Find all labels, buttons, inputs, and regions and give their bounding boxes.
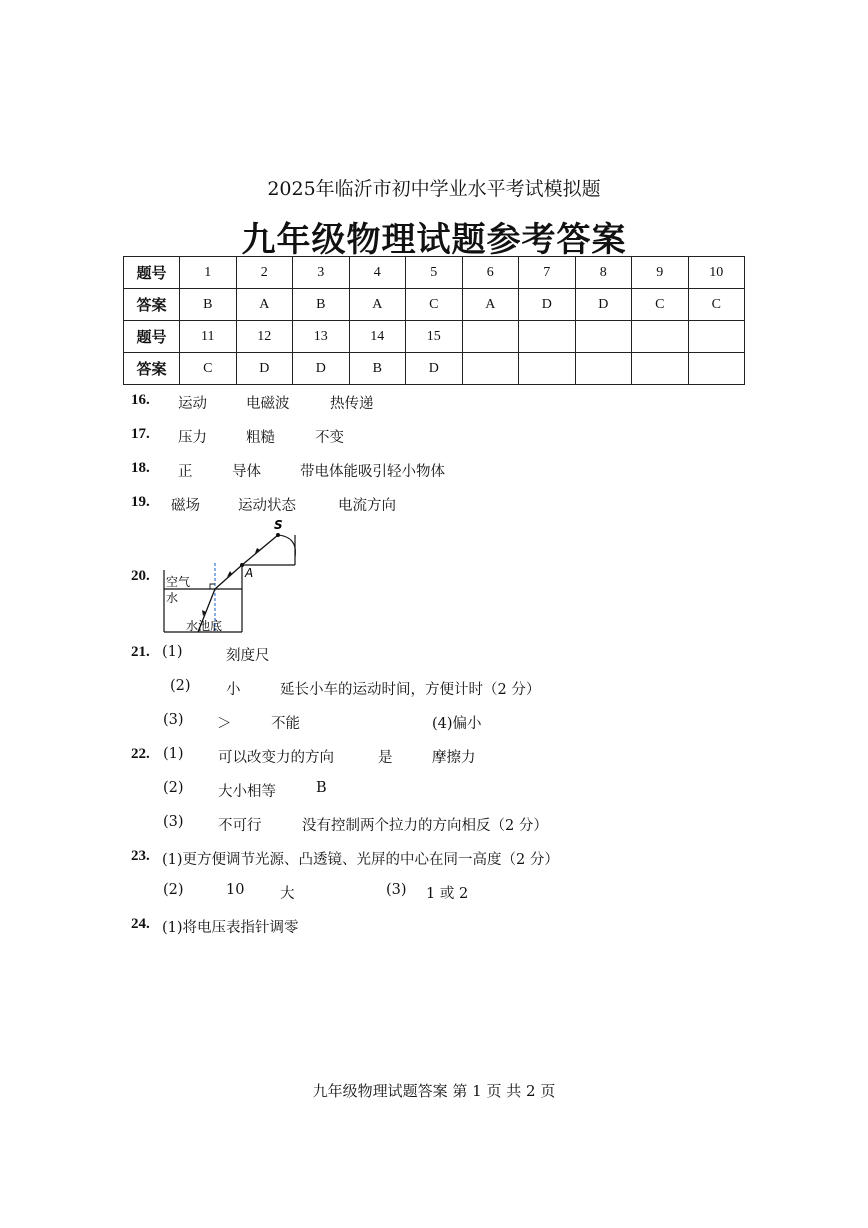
q22-part1-index: (1) [163,746,184,762]
q24-part1-answer: (1)将电压表指针调零 [162,920,299,936]
q19-answer-1: 磁场 [171,498,200,514]
question-cell: 11 [180,321,237,353]
q21-part2-answer-1: 小 [226,682,241,698]
q22-part1-answer-2: 是 [378,750,393,766]
answer-cell: B [349,353,406,385]
q17-answer-3: 不变 [315,430,344,446]
answer-cell [632,353,689,385]
question-number: 16. [131,392,150,408]
q23-part3-index: (3) [386,882,407,898]
page-title: 九年级物理试题参考答案 [241,220,627,260]
q22-part3-index: (3) [163,814,184,830]
question-cell: 13 [293,321,350,353]
question-row-label: 题号 [124,321,180,353]
q17-answer-1: 压力 [178,430,207,446]
q23-part2-answer-2: 大 [280,886,295,902]
q19-number: 19. [131,494,150,510]
answer-cell [462,353,519,385]
q18-answer-1: 正 [178,464,193,480]
q21-part3-answer-2: 不能 [271,716,300,732]
answer-row-label: 答案 [124,353,180,385]
q16-answer-2: 电磁波 [246,396,290,412]
point-s-label: S [274,518,283,532]
answer-cell: D [575,289,632,321]
answer-cell: A [236,289,293,321]
question-cell: 5 [406,257,463,289]
q20-number: 20. [131,568,150,584]
q22-part1-answer-1: 可以改变力的方向 [218,750,334,766]
q22-part2-answer-1: 大小相等 [218,784,276,800]
q22-part3-answer-1: 不可行 [218,818,262,834]
q23-number: 23. [131,848,150,864]
answer-cell: C [688,289,745,321]
q22-part1-answer-3: 摩擦力 [432,750,476,766]
question-cell: 6 [462,257,519,289]
question-cell [519,321,576,353]
q21-part3-index: (3) [163,712,184,728]
question-cell: 7 [519,257,576,289]
q21-number: 21. [131,644,150,660]
q16-answer-1: 运动 [178,396,207,412]
q19-answer-2: 运动状态 [238,498,296,514]
answer-table [123,256,745,385]
air-label: 空气 [166,575,191,589]
q23-part2-answer-1: 10 [226,882,245,898]
q22-part3-answer-2: 没有控制两个拉力的方向相反（2 分） [302,818,548,834]
question-cell [632,321,689,353]
question-cell: 4 [349,257,406,289]
q23-part1-answer: (1)更方便调节光源、凸透镜、光屏的中心在同一高度（2 分） [162,852,559,868]
pool-bottom-label: 水池底 [186,619,223,633]
answer-cell: C [632,289,689,321]
answer-cell: C [180,353,237,385]
answer-cell: B [293,289,350,321]
q18-number: 18. [131,460,150,476]
question-cell: 3 [293,257,350,289]
table-row [124,257,745,289]
water-label: 水 [166,591,179,605]
question-cell: 1 [180,257,237,289]
question-cell [462,321,519,353]
q21-part1-index: (1) [162,644,183,660]
answer-cell: A [349,289,406,321]
q21-part2-index: (2) [170,678,191,694]
question-cell: 8 [575,257,632,289]
q21-part4-answer: (4)偏小 [432,716,482,732]
question-cell: 10 [688,257,745,289]
answer-cell: A [462,289,519,321]
answer-cell: D [293,353,350,385]
q18-answer-3: 带电体能吸引轻小物体 [300,464,445,480]
q21-part3-answer-1: ＞ [217,716,232,732]
table-row [124,353,745,385]
answer-cell: D [519,289,576,321]
q22-part2-answer-2: B [316,780,327,796]
answer-cell [519,353,576,385]
answer-cell [688,353,745,385]
question-cell: 14 [349,321,406,353]
q17-number: 17. [131,426,150,442]
q18-answer-2: 导体 [232,464,261,480]
q21-part2-answer-2: 延长小车的运动时间，方便计时（2 分） [280,682,541,698]
table-row [124,289,745,321]
q22-part2-index: (2) [163,780,184,796]
answer-row-label: 答案 [124,289,180,321]
q21-part1-answer: 刻度尺 [226,648,270,664]
q23-part3-answer: 1 或 2 [426,886,469,902]
q16-answer-3: 热传递 [330,396,374,412]
answer-cell [575,353,632,385]
answer-cell: C [406,289,463,321]
q16-row [131,392,150,409]
question-cell [688,321,745,353]
question-cell: 15 [406,321,463,353]
question-cell: 9 [632,257,689,289]
q17-answer-2: 粗糙 [246,430,275,446]
answer-cell: D [236,353,293,385]
question-cell: 2 [236,257,293,289]
question-row-label: 题号 [124,257,180,289]
answer-cell: B [180,289,237,321]
table-row [124,321,745,353]
q24-number: 24. [131,916,150,932]
q22-number: 22. [131,746,150,762]
page-footer: 九年级物理试题答案 第 1 页 共 2 页 [312,1082,556,1100]
question-cell [575,321,632,353]
answer-cell: D [406,353,463,385]
q23-part2-index: (2) [163,882,184,898]
q20-refraction-diagram [160,515,305,635]
question-cell: 12 [236,321,293,353]
q19-answer-3: 电流方向 [338,498,396,514]
point-a-label: A [245,566,254,580]
exam-subtitle: 2025年临沂市初中学业水平考试模拟题 [267,178,601,200]
